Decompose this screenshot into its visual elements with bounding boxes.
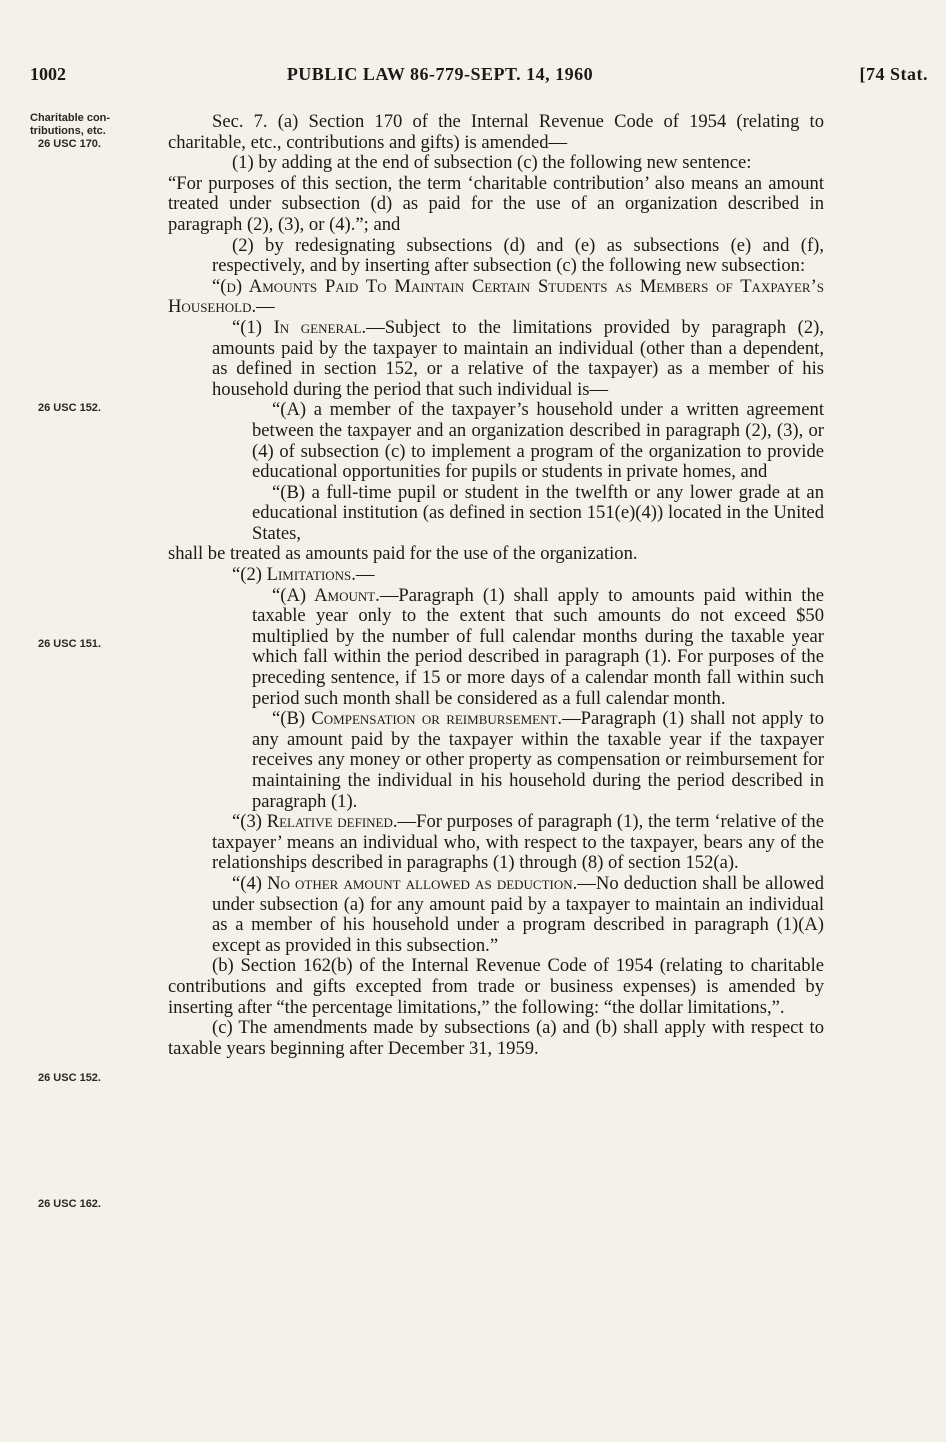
section-7a: Sec. 7. (a) Section 170 of the Internal Revenue Code of 1954 (relating to charitable, etc., contributions and gifts) is amended— [168, 111, 824, 153]
margin-citation-162 [30, 1198, 162, 1211]
subparagraph-d2B [168, 709, 824, 812]
subparagraph-d1A: “(A) a member of the taxpayer’s household under a written agreement between the taxpayer and an organization described in paragraph (2), (3), or (4) of subsection (c) to implement a program of the organization to provide educational opportunities for pupils or students in private homes, and [252, 399, 824, 483]
amendment-item-1: (1) by adding at the end of subsection (c) the following new sentence: [232, 152, 752, 174]
margin-note-line: Charitable con- [30, 112, 111, 124]
paragraph-d3-heading: “(3) Relative defined.— [232, 811, 417, 833]
paragraph-d3 [168, 812, 824, 874]
running-title: PUBLIC LAW 86-779-SEPT. 14, 1960 [286, 64, 594, 84]
paragraph-d4-heading: “(4) No other amount allowed as deduction.— [232, 872, 596, 894]
margin-citation-text: 26 USC 152. [38, 402, 101, 414]
paragraph-d1 [168, 318, 824, 400]
page-header [30, 64, 928, 88]
paragraph-d3-text: For purposes of paragraph (1), the term ‘relative of the taxpayer’ means an individual who, with respect to the taxpayer, bears any of the relationships described in paragraphs (1) through (8) of section 152(a). [212, 811, 824, 874]
subparagraph-d2B-heading: “(B) Compensation or reimbursement.— [272, 708, 581, 730]
section-7c: (c) The amendments made by subsections (a) and (b) shall apply with respect to taxable years beginning after December 31, 1959. [168, 1017, 824, 1059]
subparagraph-d2A-heading: “(A) Amount.— [272, 584, 399, 606]
margin-citation: 26 USC 170. [38, 138, 101, 150]
amendment-item-2: (2) by redesignating subsections (d) and (e) as subsections (e) and (f), respectively, and by inserting after subsection (c) the following new subsection: [212, 234, 824, 277]
document-body [168, 112, 824, 1059]
margin-citation-text: 26 USC 152. [38, 1072, 101, 1084]
paragraph-d4-text: No deduction shall be allowed under subsection (a) for any amount paid by a taxpayer to maintain an individual as a member of his household under a program described in paragraph (1)(A) except as provided in this subsection.” [212, 872, 825, 956]
page-number: 1002 [30, 64, 66, 84]
paragraph-d1-tail: shall be treated as amounts paid for the use of the organization. [168, 543, 638, 565]
margin-citation-152-second [30, 1072, 162, 1085]
subparagraph-d2A-text: Paragraph (1) shall apply to amounts paid within the taxable year only to the extent that such amounts do not exceed $50 multiplied by the number of full calendar months during the taxable year which fall within the period described in paragraph (1). For purposes of the preceding sentence, if 15 or more days of a calendar month fall within such period such month shall be considered as a full calendar month. [252, 584, 824, 709]
paragraph-d1-text: Subject to the limitations provided by paragraph (2), amounts paid by the taxpayer to maintain an individual (other than a dependent, as defined in section 152, or a relative of the taxpayer) as a member of his household during the period that such individual is— [212, 316, 824, 400]
quoted-sentence: “For purposes of this section, the term ‘charitable contribution’ also means an amount treated under subsection (d) as paid for the use of an organization described in paragraph (2), (3), or (4).”; and [168, 172, 824, 235]
paragraph-d1-heading: “(1) In general.— [232, 316, 385, 338]
statute-reference: [74 Stat. [859, 64, 928, 84]
margin-citation-152 [30, 402, 162, 415]
section-7b: (b) Section 162(b) of the Internal Revenue Code of 1954 (relating to charitable contributions and gifts excepted from trade or business expenses) is amended by inserting after “the percentage limitations,” the following: “the dollar limitations,”. [168, 955, 824, 1018]
subparagraph-d1B: “(B) a full-time pupil or student in the twelfth or any lower grade at an educational institution (as defined in section 151(e)(4)) located in the United States, [252, 481, 824, 544]
paragraph-d2-heading: “(2) Limitations.— [232, 564, 375, 586]
margin-citation-151 [30, 638, 162, 651]
subparagraph-d2A [168, 586, 824, 710]
margin-citation-text: 26 USC 151. [38, 638, 101, 650]
subsection-d-heading: “(d) Amounts Paid To Maintain Certain Students as Members of Taxpayer’s Household.— [168, 275, 824, 318]
paragraph-d4 [168, 874, 824, 956]
margin-citation-text: 26 USC 162. [38, 1198, 101, 1210]
margin-note-line: tributions, etc. [30, 125, 106, 137]
subparagraph-d2B-text: Paragraph (1) shall not apply to any amount paid by the taxpayer within the taxable year if the taxpayer receives any money or other property as compensation or reimbursement for maintaining the individual in his household during the period described in paragraph (1). [252, 708, 824, 812]
margin-note-charitable [30, 112, 162, 151]
